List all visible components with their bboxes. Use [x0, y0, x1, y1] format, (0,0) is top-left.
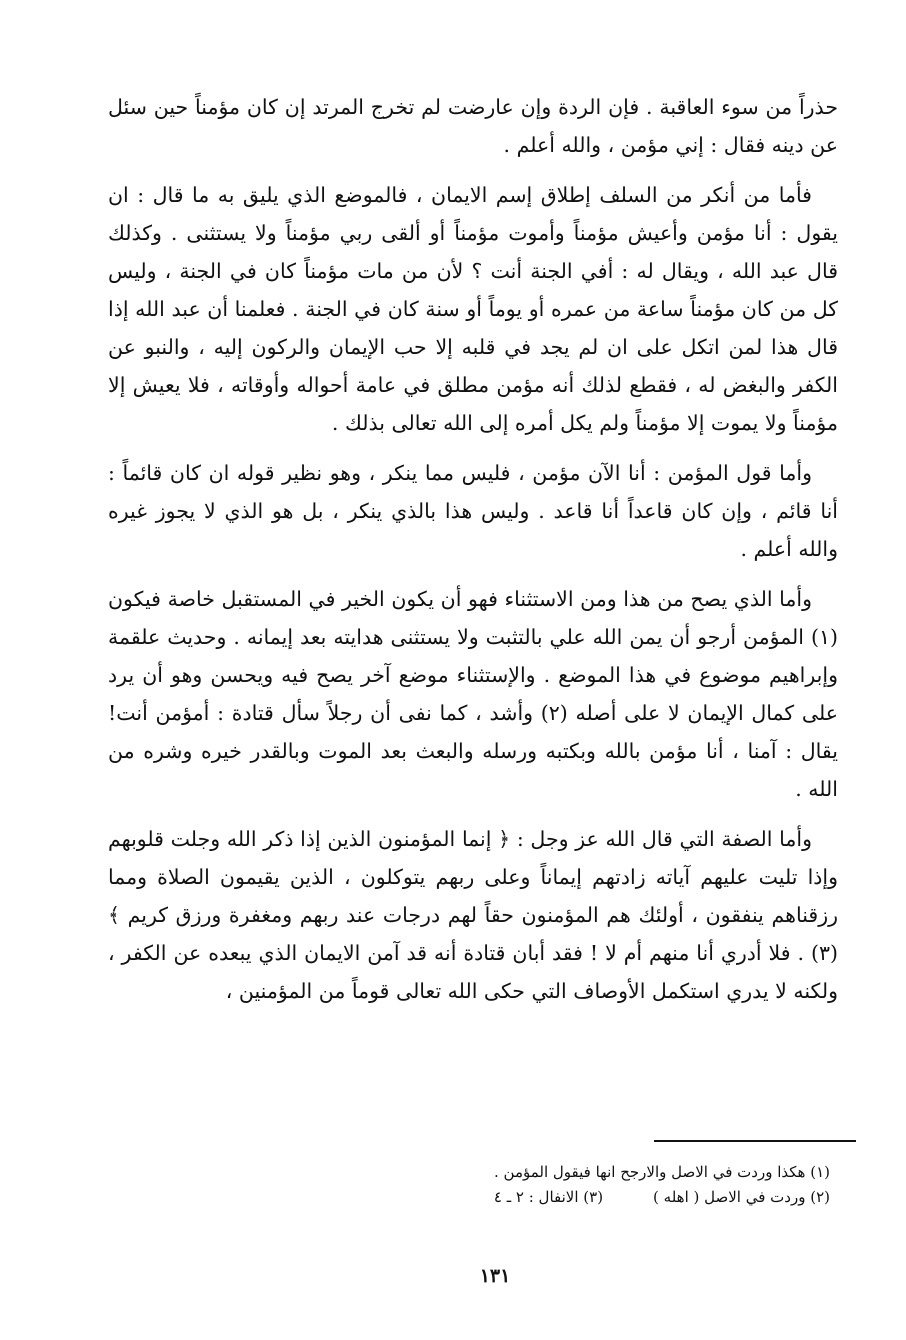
main-text: [108, 88, 838, 1022]
paragraph: حذراً من سوء العاقبة . فإن الردة وإن عارضت لم تخرج المرتد إن كان مؤمناً حين سئل عن دينه فقال : إني مؤمن ، والله أعلم .: [108, 95, 838, 157]
paragraph: وأما قول المؤمن : أنا الآن مؤمن ، فليس مما ينكر ، وهو نظير قوله ان كان قائماً : أنا قائم ، وإن كان قاعداً أنا قاعد . وليس هذا بالذي ينكر ، بل هو الذي لا يجوز غيره والله أعلم .: [108, 461, 838, 561]
footnote-1: (١) هكذا وردت في الاصل والارجح انها فيقول المؤمن .: [493, 1163, 830, 1181]
footnotes: [130, 1160, 830, 1210]
footnote-2: (٢) وردت في الاصل ( اهله ): [653, 1188, 830, 1206]
footnote-3: (٣) الانفال : ٢ ـ ٤: [493, 1188, 604, 1206]
paragraph: فأما من أنكر من السلف إطلاق إسم الايمان ، فالموضع الذي يليق به ما قال : ان يقول : أنا مؤمن وأعيش مؤمناً وأموت مؤمناً أو ألقى ربي مؤمناً ولا يستثنى . وكذلك قال عبد الله ، ويقال له : أفي الجنة أنت ؟ لأن من مات مؤمناً كان في الجنة ، وليس كل من كان مؤمناً ساعة من عمره أو يوماً أو سنة كان في الجنة . فعلمنا أن عبد الله إذا قال هذا لمن اتكل على ان لم يجد في قلبه إلا حب الإيمان والركون إليه ، والنبو عن الكفر والبغض له ، فقطع لذلك أنه مؤمن مطلق في عامة أحواله وأوقاته ، فلا يعيش إلا مؤمناً ولا يموت إلا مؤمناً ولم يكل أمره إلى الله تعالى بذلك .: [108, 183, 838, 435]
page-number: ١٣١: [479, 1265, 511, 1287]
paragraph: وأما الصفة التي قال الله عز وجل : ﴿ إنما المؤمنون الذين إذا ذكر الله وجلت قلوبهم وإذا تليت عليهم آياته زادتهم إيماناً وعلى ربهم يتوكلون ، الذين يقيمون الصلاة ومما رزقناهم ينفقون ، أولئك هم المؤمنون حقاً لهم درجات عند ربهم ومغفرة ورزق كريم ﴾ (٣) . فلا أدري أنا منهم أم لا ! فقد أبان قتادة أنه قد آمن الايمان الذي يبعده عن الكفر ، ولكنه لا يدري استكمل الأوصاف التي حكى الله تعالى قوماً من المؤمنين ،: [108, 827, 838, 1003]
footnote-divider: [654, 1140, 856, 1142]
paragraph: وأما الذي يصح من هذا ومن الاستثناء فهو أن يكون الخير في المستقبل خاصة فيكون (١) المؤمن أرجو أن يمن الله علي بالتثبت ولا يستثنى هدايته بعد إيمانه . وحديث علقمة وإبراهيم موضوع في هذا الموضع . والإستثناء موضع آخر يصح فيه ويحسن وهو أن يرد على كمال الإيمان لا على أصله (٢) وأشد ، كما نفى أن رجلاً سأل قتادة : أمؤمن أنت! يقال : آمنا ، أنا مؤمن بالله وبكتبه ورسله والبعث بعد الموت وبالقدر خيره وشره من الله .: [108, 587, 838, 801]
footnote-row: [130, 1185, 830, 1210]
